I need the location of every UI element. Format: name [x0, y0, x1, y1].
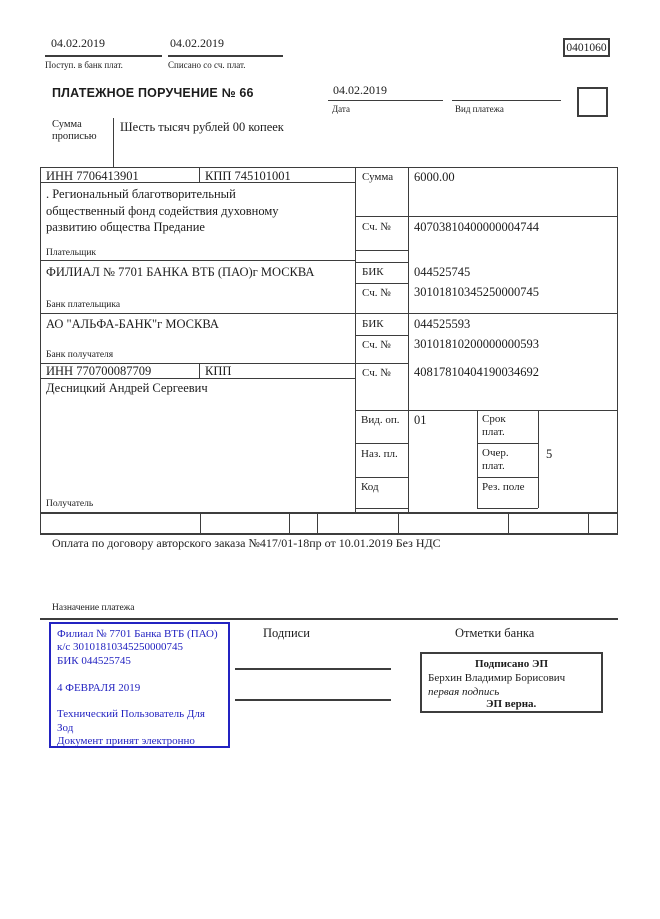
divider: [538, 410, 539, 508]
divider: [355, 443, 409, 444]
divider: [199, 363, 200, 378]
debited-date: 04.02.2019: [170, 36, 224, 50]
payer-bank-name: ФИЛИАЛ № 7701 БАНКА ВТБ (ПАО)г МОСКВА: [46, 265, 315, 279]
divider: [45, 55, 162, 57]
pay-order-value: 5: [546, 447, 553, 461]
op-kind-value: 01: [414, 413, 427, 427]
account-label: Сч. №: [362, 221, 391, 233]
pay-term-label: Срок плат.: [482, 413, 506, 438]
form-code-box: 0401060: [563, 38, 610, 57]
payer-kpp: КПП 745101001: [205, 169, 291, 183]
received-date-label: Поступ. в банк плат.: [45, 60, 123, 70]
divider: [168, 55, 283, 57]
payee-account: 40817810404190034692: [414, 365, 539, 379]
divider: [477, 477, 538, 478]
divider: [355, 410, 618, 411]
amount-in-words: Шесть тысяч рублей 00 копеек: [120, 120, 284, 134]
divider: [40, 512, 618, 514]
payer-bank-account: 30101810345250000745: [414, 285, 539, 299]
divider: [477, 443, 538, 444]
payer-bank-bik: 044525745: [414, 265, 471, 279]
account-label: Сч. №: [362, 367, 391, 379]
signature-line: [235, 668, 391, 670]
divider: [355, 477, 409, 478]
divider: [508, 514, 509, 533]
payee-label: Получатель: [46, 499, 94, 509]
account-label: Сч. №: [362, 287, 391, 299]
signature-verified: ЭП верна.: [486, 698, 537, 710]
code-label: Код: [361, 481, 379, 493]
divider: [355, 283, 409, 284]
signed-title: Подписано ЭП: [474, 658, 549, 670]
date-label: Дата: [332, 104, 350, 114]
payer-account: 40703810400000004744: [414, 220, 539, 234]
divider: [289, 514, 290, 533]
divider: [113, 118, 114, 167]
signature-line: [235, 699, 391, 701]
signatures-label: Подписи: [263, 626, 310, 640]
received-date: 04.02.2019: [51, 36, 105, 50]
stamp-line: [57, 668, 228, 681]
payee-bank-label: Банк получателя: [46, 350, 114, 360]
signature-verification-stamp: [420, 652, 603, 713]
divider: [617, 167, 618, 535]
divider: [40, 313, 618, 314]
divider: [355, 216, 618, 217]
payee-bank-account: 30101810200000000593: [414, 337, 539, 351]
stamp-line: 4 ФЕВРАЛЯ 2019: [57, 681, 141, 694]
amount-words-label: Сумма прописью: [52, 119, 97, 143]
divider: [199, 167, 200, 182]
op-kind-label: Вид. оп.: [361, 414, 400, 426]
document-title: ПЛАТЕЖНОЕ ПОРУЧЕНИЕ № 66: [52, 86, 254, 100]
divider: [477, 508, 538, 509]
payer-bank-label: Банк плательщика: [46, 300, 121, 310]
divider: [355, 250, 409, 251]
divider: [355, 167, 356, 512]
stamp-line: Филиал № 7701 Банка ВТБ (ПАО): [57, 628, 218, 640]
payment-kind-code-box: [577, 87, 608, 117]
divider: [452, 100, 561, 101]
stamp-line: БИК 044525745: [57, 654, 131, 667]
divider: [477, 410, 478, 508]
divider: [40, 533, 618, 535]
pay-purpose-label: Наз. пл.: [361, 448, 398, 460]
document-date: 04.02.2019: [333, 83, 387, 97]
sum-value: 6000.00: [414, 170, 455, 184]
bank-marks-label: Отметки банка: [455, 626, 535, 640]
divider: [408, 167, 409, 512]
payer-name: . Региональный благотворительный общественный фонд содействия духовному развитию общества Предание: [46, 187, 279, 234]
payee-name: Десницкий Андрей Сергеевич: [46, 381, 208, 395]
payment-kind-label: Вид платежа: [455, 104, 504, 114]
account-label: Сч. №: [362, 339, 391, 351]
payer-inn: ИНН 7706413901: [46, 169, 139, 183]
payee-bank-name: АО "АЛЬФА-БАНК"г МОСКВА: [46, 317, 219, 331]
sum-label: Сумма: [362, 171, 394, 183]
stamp-line: Технический Пользователь Для: [57, 708, 205, 721]
divider: [588, 514, 589, 533]
divider: [398, 514, 399, 533]
bik-label: БИК: [362, 318, 384, 330]
payee-inn: ИНН 770700087709: [46, 364, 152, 378]
debited-date-label: Списано со сч. плат.: [168, 60, 246, 70]
signature-kind: первая подпись: [428, 686, 500, 698]
bik-label: БИК: [362, 266, 384, 278]
divider: [40, 260, 356, 261]
reserve-label: Рез. поле: [482, 481, 525, 493]
divider: [355, 508, 409, 509]
bank-acceptance-stamp: [49, 622, 230, 748]
stamp-line: Документ принят электронно: [57, 735, 195, 748]
stamp-line: Зод: [57, 721, 74, 734]
payee-kpp-label: КПП: [205, 364, 232, 378]
divider: [200, 514, 201, 533]
divider: [40, 618, 618, 620]
divider: [317, 514, 318, 533]
divider: [40, 167, 41, 535]
purpose-text: Оплата по договору авторского заказа №417/01-18пр от 10.01.2019 Без НДС: [52, 536, 441, 550]
payee-bank-bik: 044525593: [414, 317, 471, 331]
divider: [355, 335, 409, 336]
divider: [40, 167, 618, 168]
pay-order-label: Очер. плат.: [482, 447, 509, 472]
stamp-line: к/с 30101810345250000745: [57, 641, 184, 654]
divider: [328, 100, 443, 101]
stamp-line: [57, 695, 228, 708]
signer-name: Берхин Владимир Борисович: [428, 672, 566, 684]
divider: [355, 262, 409, 263]
payer-label: Плательщик: [46, 248, 97, 258]
purpose-label: Назначение платежа: [52, 603, 135, 613]
